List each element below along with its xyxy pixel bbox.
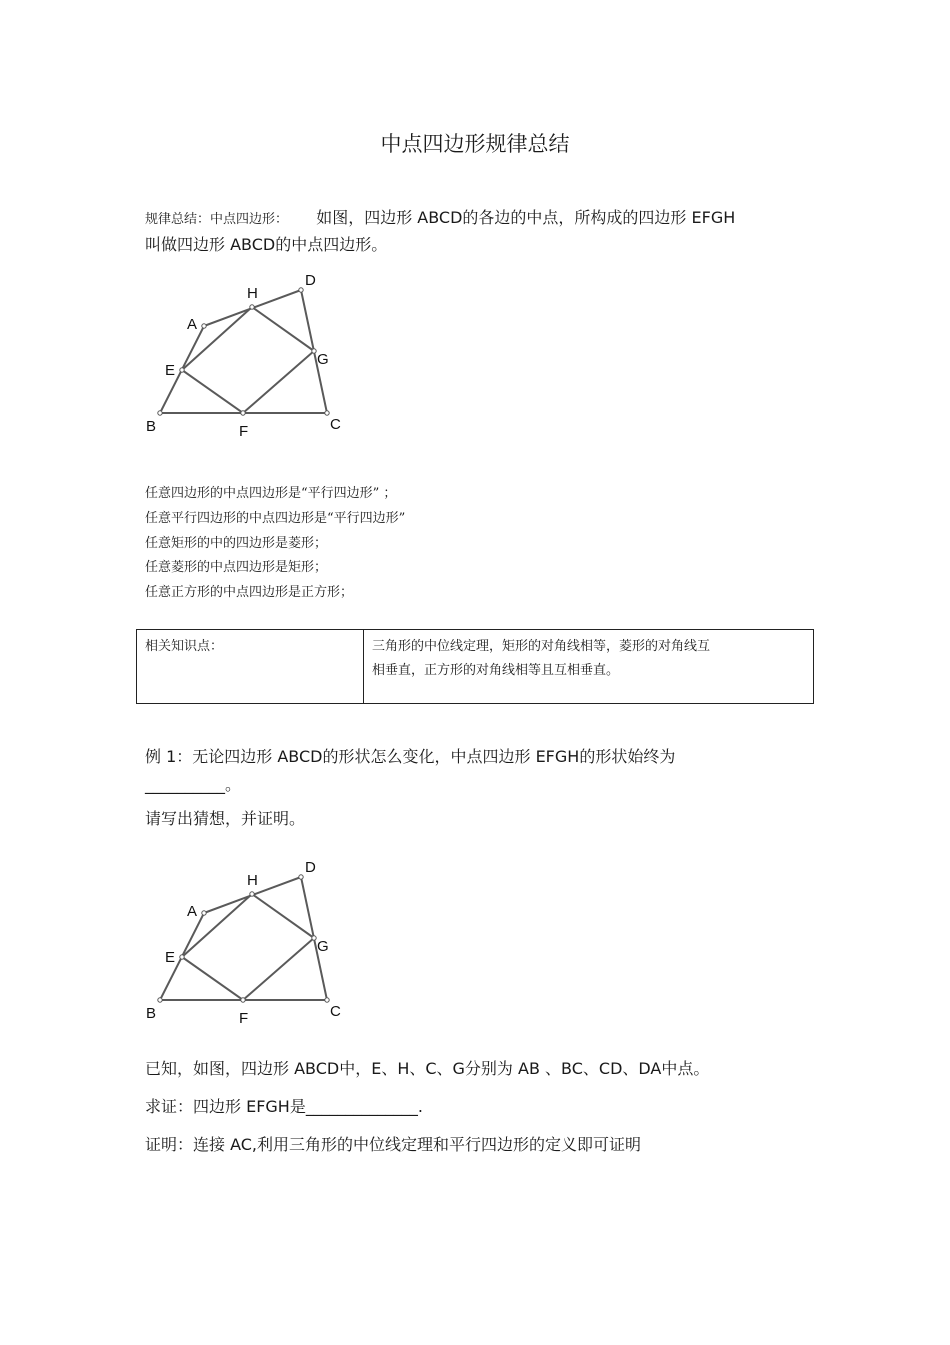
label-c: C xyxy=(330,1003,341,1020)
knowledge-content-line-1: 三角形的中位线定理，矩形的对角线相等，菱形的对角线互 xyxy=(372,639,711,654)
property-5: 任意正方形的中点四边形是正方形； xyxy=(145,585,354,600)
label-f: F xyxy=(239,423,249,440)
quad-abcd xyxy=(160,877,327,1000)
label-b: B xyxy=(146,1005,157,1022)
property-2: 任意平行四边形的中点四边形是“平行四边形” xyxy=(145,511,406,526)
page-title: 中点四边形规律总结 xyxy=(380,132,570,156)
knowledge-label: 相关知识点： xyxy=(137,630,364,704)
quadrilateral-figure-1 xyxy=(140,268,350,443)
intro-line-1 xyxy=(145,205,735,228)
property-1: 任意四边形的中点四边形是“平行四边形” ； xyxy=(145,486,397,501)
intro-text-2: 叫做四边形 ABCD的中点四边形。 xyxy=(145,235,388,254)
knowledge-content xyxy=(364,630,814,704)
property-4: 任意菱形的中点四边形是矩形； xyxy=(145,560,328,575)
knowledge-content-line-2: 相垂直，正方形的对角线相等且互相垂直。 xyxy=(372,663,620,678)
label-f: F xyxy=(239,1010,249,1027)
label-e: E xyxy=(165,362,176,379)
given-statement: 已知，如图，四边形 ABCD中，E、H、C、G分别为 AB 、BC、CD、DA中点。 xyxy=(145,1059,710,1078)
label-d: D xyxy=(305,272,316,289)
label-e: E xyxy=(165,949,176,966)
label-d: D xyxy=(305,859,316,876)
quadrilateral-figure-2 xyxy=(140,855,350,1030)
intro-label: 规律总结：中点四边形： xyxy=(145,212,289,227)
label-h: H xyxy=(247,872,258,889)
quad-abcd xyxy=(160,290,327,413)
label-c: C xyxy=(330,416,341,433)
example-question: 例 1：无论四边形 ABCD的形状怎么变化，中点四边形 EFGH的形状始终为 xyxy=(145,747,676,766)
quad-efgh xyxy=(182,894,314,1000)
label-g: G xyxy=(317,351,329,368)
intro-text-1: 如图，四边形 ABCD的各边的中点，所构成的四边形 EFGH xyxy=(316,208,736,227)
example-blank: __________。 xyxy=(145,775,242,794)
label-h: H xyxy=(247,285,258,302)
to-prove-statement: 求证：四边形 EFGH是______________. xyxy=(145,1097,423,1116)
label-b: B xyxy=(146,418,157,435)
quad-efgh xyxy=(182,307,314,413)
knowledge-table xyxy=(136,629,814,704)
proof-statement: 证明：连接 AC,利用三角形的中位线定理和平行四边形的定义即可证明 xyxy=(145,1135,642,1154)
label-g: G xyxy=(317,938,329,955)
example-prompt: 请写出猜想，并证明。 xyxy=(145,809,306,828)
label-a: A xyxy=(187,316,198,333)
property-3: 任意矩形的中的四边形是菱形； xyxy=(145,536,328,551)
label-a: A xyxy=(187,903,198,920)
